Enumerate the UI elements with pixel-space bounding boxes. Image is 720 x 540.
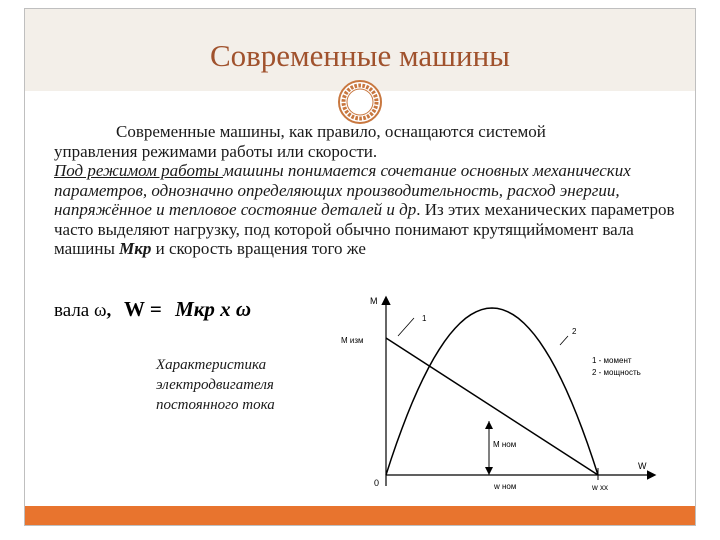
curve-1-label: 1 [422, 314, 427, 323]
curve-2-leader [560, 336, 568, 345]
paragraph-1-line-1: Современные машины, как правило, оснащаются системой [116, 122, 546, 141]
formula-mkr: Мкр х ω [175, 297, 252, 321]
w-xx-label: w хх [592, 483, 608, 492]
w-nom-label: w ном [494, 482, 517, 491]
circle-ornament-icon [337, 79, 383, 125]
curve-1-leader [398, 318, 414, 336]
curve-2-label: 2 [572, 327, 577, 336]
paragraph-2-underlined: Под режимом работы [54, 161, 224, 180]
paragraph-2-normal: . Из этих механических параметров часто выделяют нагрузку, под которой обычно понимают крутящиймомент вала машины [54, 200, 675, 258]
paragraph-1-line-2: управления режимами работы или скорости. [54, 141, 378, 161]
paragraph-2-mkr: Мкр [119, 239, 152, 258]
formula-comma: , [106, 300, 112, 321]
slide-footer-bar [25, 506, 695, 525]
paragraph-2-normal-2: и скорость вращения того же [151, 239, 366, 258]
formula-w: W = [124, 297, 168, 321]
m-nom-label: М ном [493, 440, 517, 449]
power-curve [386, 308, 598, 475]
moment-curve [386, 338, 598, 475]
legend-moment: 1 - момент [592, 356, 632, 365]
formula-prefix: вала ω [54, 300, 107, 321]
chart-container [336, 288, 681, 498]
slide-title: Современные машины [209, 38, 510, 73]
motor-characteristic-chart [336, 288, 681, 498]
paragraph-2 [54, 161, 694, 259]
origin-label: 0 [374, 478, 380, 488]
m-izm-label: М изм [341, 336, 364, 345]
formula-line [54, 296, 251, 324]
y-axis-label: М [370, 296, 378, 306]
paragraph-2-italic: машины понимается сочетание основных механических параметров, однозначно определяющих производительность, расход энергии, напряжённое и тепловое состояние деталей и др [54, 161, 631, 219]
slide-body [54, 122, 694, 259]
legend-power: 2 - мощность [592, 368, 641, 377]
chart-caption: Характеристика электродвигателя постоянного тока [156, 357, 275, 413]
x-axis-label: W [638, 461, 647, 471]
